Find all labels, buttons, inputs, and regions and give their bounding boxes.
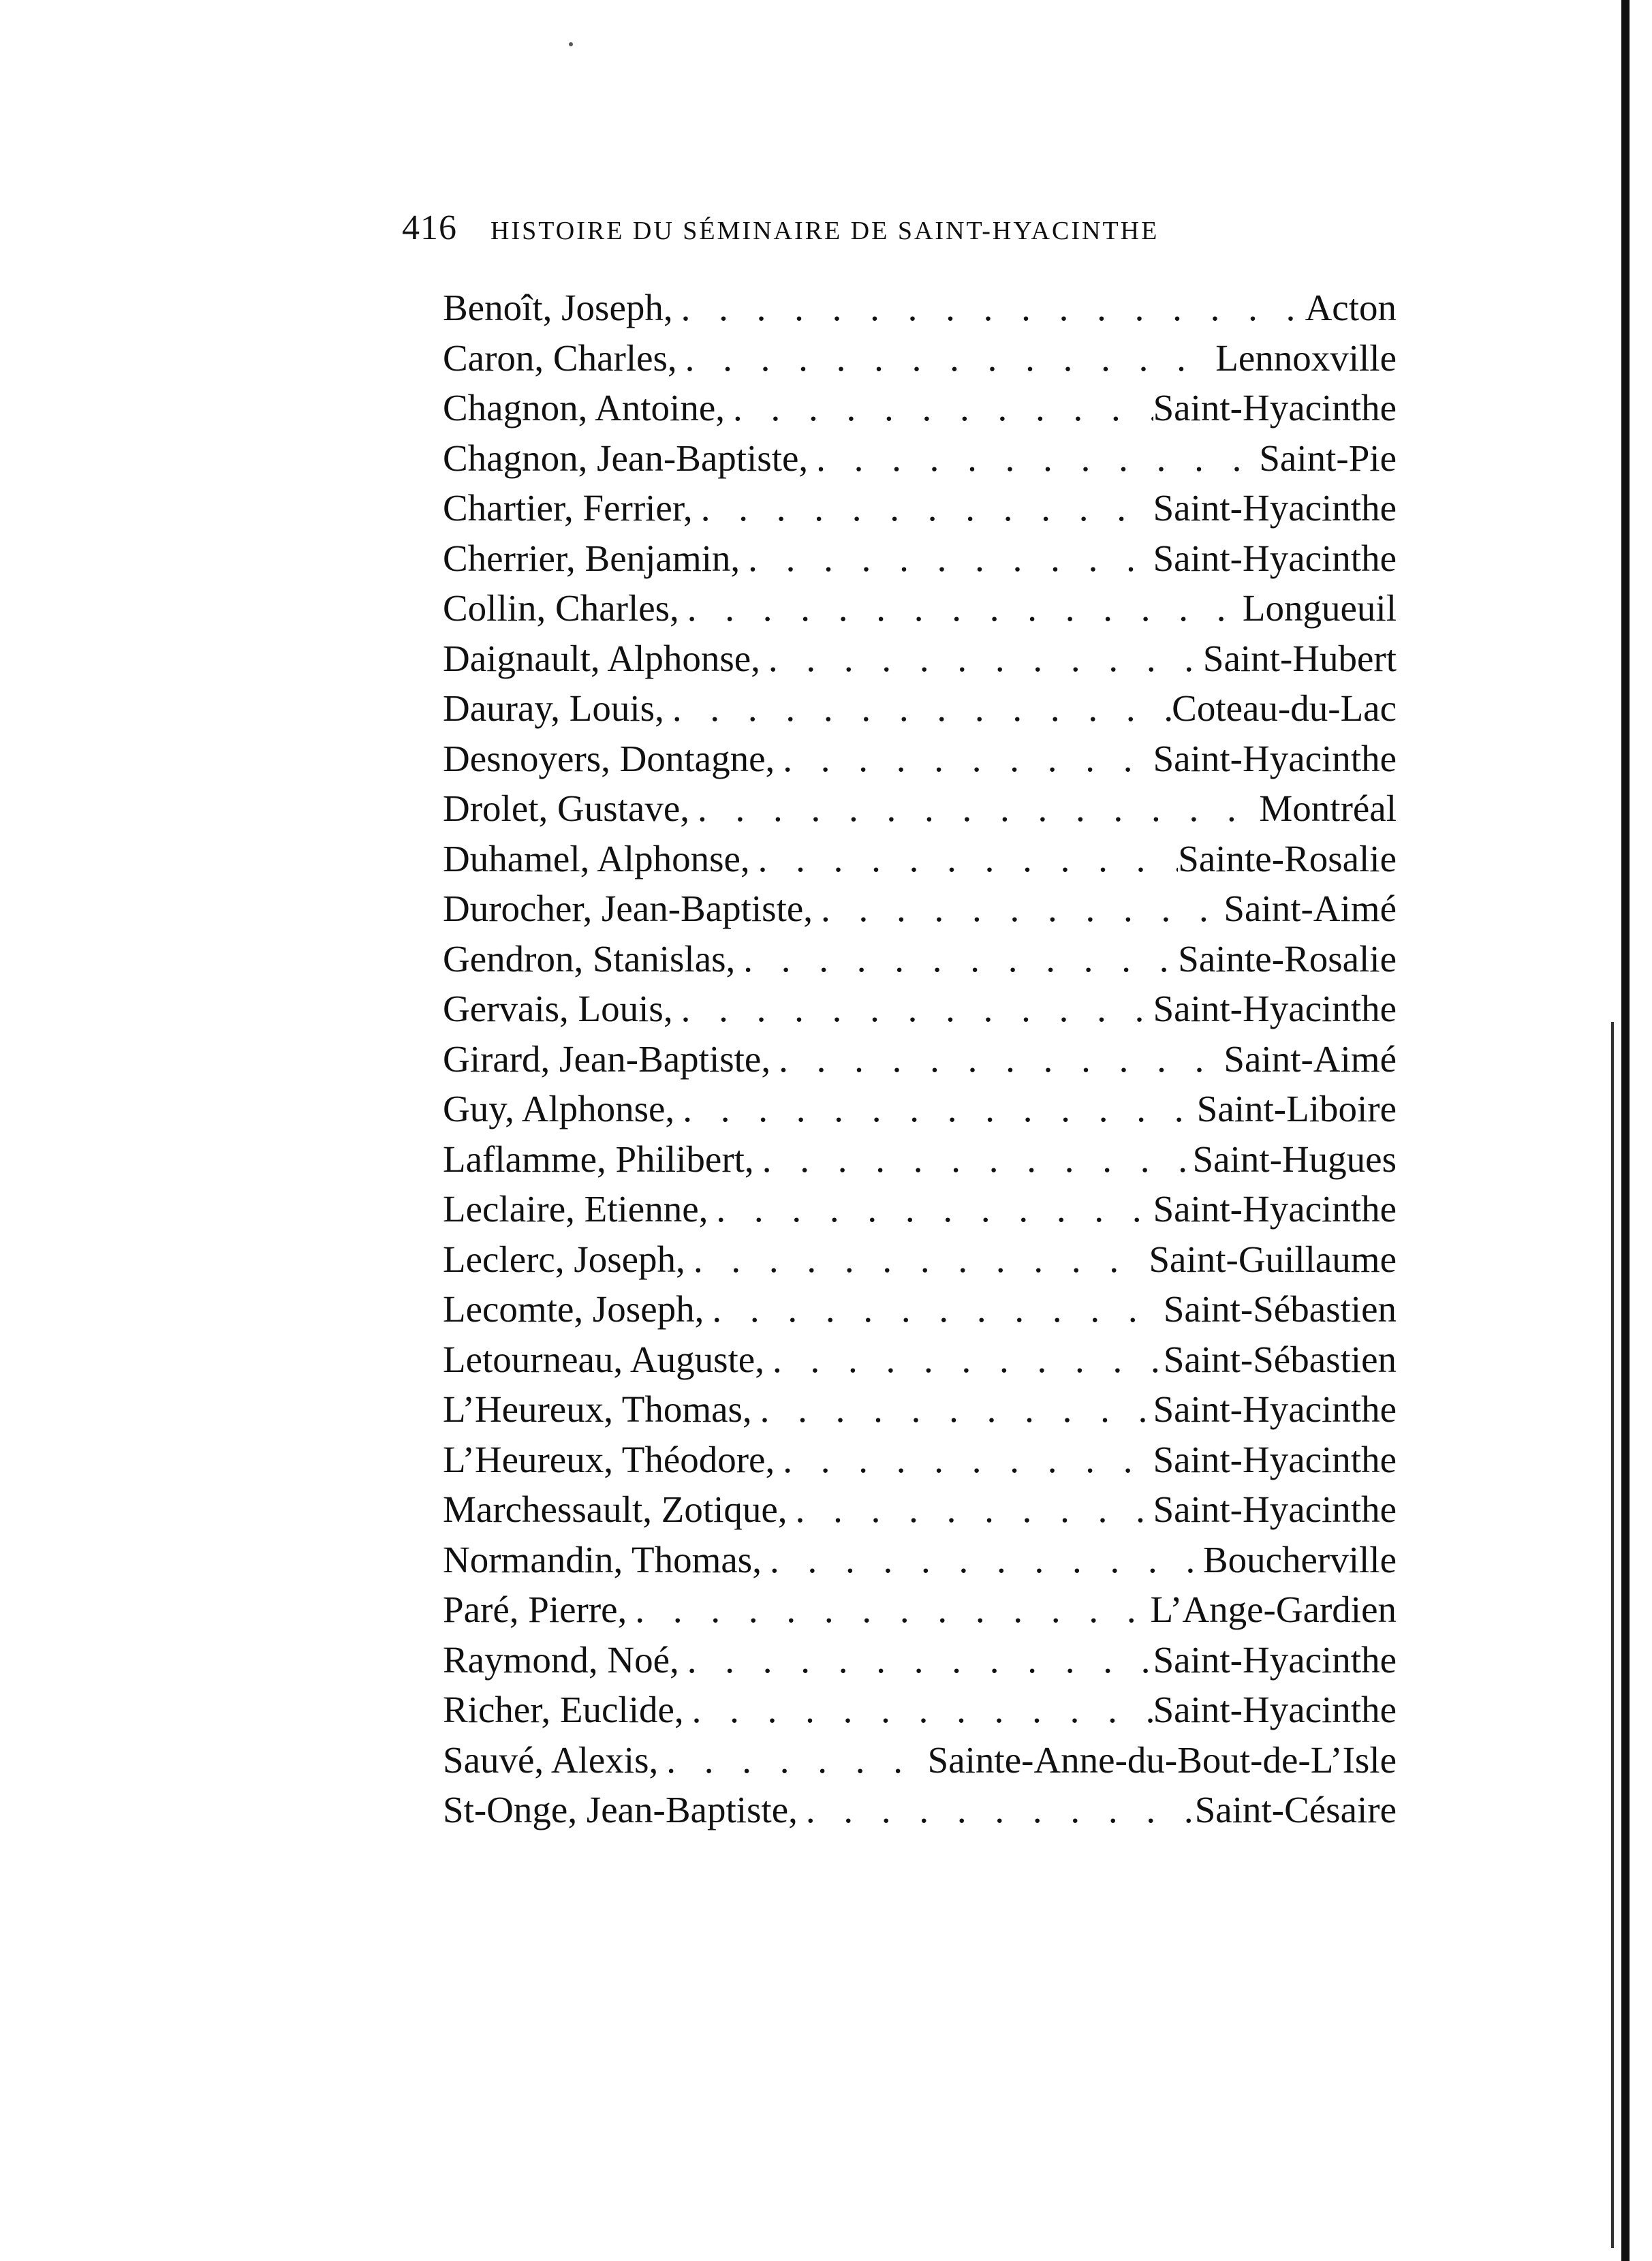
entry-place: Sainte-Anne-du-Bout-de-L’Isle: [927, 1738, 1397, 1781]
dot-leader: [754, 1134, 1193, 1185]
entry-name: Gervais, Louis,: [443, 988, 673, 1029]
entry-name: Raymond, Noé,: [443, 1638, 679, 1681]
entry-name: Desnoyers, Dontagne,: [443, 737, 775, 779]
entry-place: Saint-Liboire: [1196, 1088, 1397, 1129]
entry-name: Marchessault, Zotique,: [443, 1488, 788, 1530]
dot-leader: [798, 1785, 1195, 1835]
entry-name: Benoît, Joseph,: [443, 287, 673, 328]
list-entry: [443, 1735, 1397, 1786]
entry-place: L’Ange-Gardien: [1150, 1589, 1397, 1630]
list-entry: [443, 283, 1397, 333]
list-entry: [443, 1335, 1397, 1385]
entry-name: Dauray, Louis,: [443, 687, 664, 729]
entry-name: Paré, Pierre,: [443, 1589, 627, 1630]
entry-place: Sainte-Rosalie: [1178, 837, 1397, 879]
dot-leader: [679, 1635, 1153, 1685]
list-entry: [443, 734, 1397, 784]
dot-leader: [704, 1284, 1163, 1335]
list-entry: [443, 433, 1397, 484]
entry-place: Saint-Hyacinthe: [1153, 1488, 1397, 1530]
name-place-list: [443, 283, 1397, 1835]
dot-leader: [750, 834, 1179, 884]
entry-place: Saint-Césaire: [1194, 1789, 1397, 1830]
dot-leader: [673, 984, 1153, 1034]
dot-leader: [752, 1384, 1153, 1435]
entry-place: Saint-Sébastien: [1163, 1288, 1397, 1330]
entry-place: Longueuil: [1242, 587, 1397, 629]
entry-place: Saint-Hubert: [1202, 637, 1397, 679]
entry-name: Duhamel, Alphonse,: [443, 837, 750, 879]
entry-place: Saint-Hyacinthe: [1153, 387, 1397, 428]
list-entry: [443, 683, 1397, 734]
entry-name: Girard, Jean-Baptiste,: [443, 1038, 771, 1080]
dot-leader: [725, 383, 1153, 433]
entry-name: Guy, Alphonse,: [443, 1088, 675, 1129]
entry-place: Acton: [1305, 287, 1397, 328]
dot-leader: [740, 533, 1153, 584]
list-entry: [443, 1685, 1397, 1735]
entry-name: Leclaire, Etienne,: [443, 1188, 708, 1230]
entry-place: Saint-Hugues: [1192, 1138, 1397, 1180]
entry-place: Saint-Aimé: [1224, 1038, 1397, 1080]
list-entry: [443, 1184, 1397, 1234]
entry-name: Drolet, Gustave,: [443, 788, 689, 829]
entry-place: Saint-Hyacinthe: [1153, 737, 1397, 779]
entry-name: Chartier, Ferrier,: [443, 487, 693, 529]
entry-place: Saint-Pie: [1259, 437, 1397, 479]
entry-name: Durocher, Jean-Baptiste,: [443, 888, 813, 929]
entry-place: Saint-Sébastien: [1163, 1338, 1397, 1380]
dot-leader: [679, 583, 1243, 634]
list-entry: [443, 1134, 1397, 1185]
list-entry: [443, 1284, 1397, 1335]
entry-place: Saint-Guillaume: [1149, 1238, 1397, 1280]
entry-place: Sainte-Rosalie: [1178, 937, 1397, 980]
entry-place: Saint-Aimé: [1224, 888, 1397, 929]
dot-leader: [760, 634, 1203, 684]
list-entry: [443, 1084, 1397, 1134]
dot-leader: [770, 1034, 1224, 1085]
dot-leader: [673, 283, 1305, 333]
entry-name: Laflamme, Philibert,: [443, 1138, 754, 1180]
entry-place: Saint-Hyacinthe: [1153, 1638, 1397, 1681]
running-title: HISTOIRE DU SÉMINAIRE DE SAINT-HYACINTHE: [490, 217, 1159, 245]
dot-leader: [693, 483, 1153, 533]
entry-name: Richer, Euclide,: [443, 1689, 684, 1730]
entry-name: Daignault, Alphonse,: [443, 637, 760, 679]
list-entry: [443, 1785, 1397, 1835]
entry-name: Gendron, Stanislas,: [443, 937, 736, 980]
dot-leader: [735, 934, 1178, 984]
running-head: [402, 208, 1410, 249]
list-entry: [443, 383, 1397, 433]
entry-place: Saint-Hyacinthe: [1153, 487, 1397, 529]
list-entry: [443, 333, 1397, 384]
list-entry: [443, 1585, 1397, 1635]
list-entry: [443, 583, 1397, 634]
ink-speck: [569, 42, 573, 46]
entry-place: Coteau-du-Lac: [1172, 687, 1397, 729]
entry-name: Cherrier, Benjamin,: [443, 537, 741, 579]
list-entry: [443, 1384, 1397, 1435]
dot-leader: [813, 884, 1224, 934]
dot-leader: [664, 683, 1172, 734]
dot-leader: [689, 783, 1259, 834]
dot-leader: [775, 1435, 1153, 1485]
list-entry: [443, 984, 1397, 1034]
entry-name: Lecomte, Joseph,: [443, 1288, 704, 1330]
list-entry: [443, 1234, 1397, 1285]
entry-name: L’Heureux, Théodore,: [443, 1438, 775, 1480]
dot-leader: [762, 1535, 1203, 1585]
entry-name: Collin, Charles,: [443, 587, 679, 629]
dot-leader: [685, 1234, 1149, 1285]
dot-leader: [674, 1084, 1197, 1134]
dot-leader: [684, 1685, 1153, 1735]
list-entry: [443, 1635, 1397, 1685]
entry-place: Saint-Hyacinthe: [1153, 1689, 1397, 1730]
binding-edge: [1621, 0, 1630, 2261]
list-entry: [443, 1484, 1397, 1535]
entry-name: Letourneau, Auguste,: [443, 1338, 764, 1380]
entry-name: Caron, Charles,: [443, 337, 677, 379]
list-entry: [443, 634, 1397, 684]
entry-place: Saint-Hyacinthe: [1153, 1188, 1397, 1230]
entry-place: Montréal: [1259, 788, 1397, 829]
dot-leader: [788, 1484, 1153, 1535]
list-entry: [443, 834, 1397, 884]
binding-edge-shadow: [1611, 1022, 1614, 2248]
dot-leader: [708, 1184, 1153, 1234]
entry-name: Chagnon, Jean-Baptiste,: [443, 437, 809, 479]
dot-leader: [775, 734, 1153, 784]
dot-leader: [627, 1585, 1150, 1635]
list-entry: [443, 1435, 1397, 1485]
dot-leader: [808, 433, 1259, 484]
page-number: 416: [402, 208, 457, 247]
list-entry: [443, 934, 1397, 984]
entry-name: Chagnon, Antoine,: [443, 387, 726, 428]
list-entry: [443, 483, 1397, 533]
dot-leader: [677, 333, 1216, 384]
entry-place: Boucherville: [1202, 1538, 1397, 1580]
entry-name: Sauvé, Alexis,: [443, 1738, 659, 1781]
list-entry: [443, 783, 1397, 834]
list-entry: [443, 1535, 1397, 1585]
entry-name: St-Onge, Jean-Baptiste,: [443, 1789, 798, 1830]
dot-leader: [658, 1735, 927, 1786]
list-entry: [443, 533, 1397, 584]
entry-name: Leclerc, Joseph,: [443, 1238, 685, 1280]
entry-name: L’Heureux, Thomas,: [443, 1388, 752, 1430]
entry-name: Normandin, Thomas,: [443, 1538, 762, 1580]
entry-place: Lennoxville: [1215, 337, 1397, 379]
entry-place: Saint-Hyacinthe: [1153, 988, 1397, 1029]
entry-place: Saint-Hyacinthe: [1153, 537, 1397, 579]
list-entry: [443, 884, 1397, 934]
entry-place: Saint-Hyacinthe: [1153, 1388, 1397, 1430]
dot-leader: [764, 1335, 1164, 1385]
entry-place: Saint-Hyacinthe: [1153, 1438, 1397, 1480]
list-entry: [443, 1034, 1397, 1085]
